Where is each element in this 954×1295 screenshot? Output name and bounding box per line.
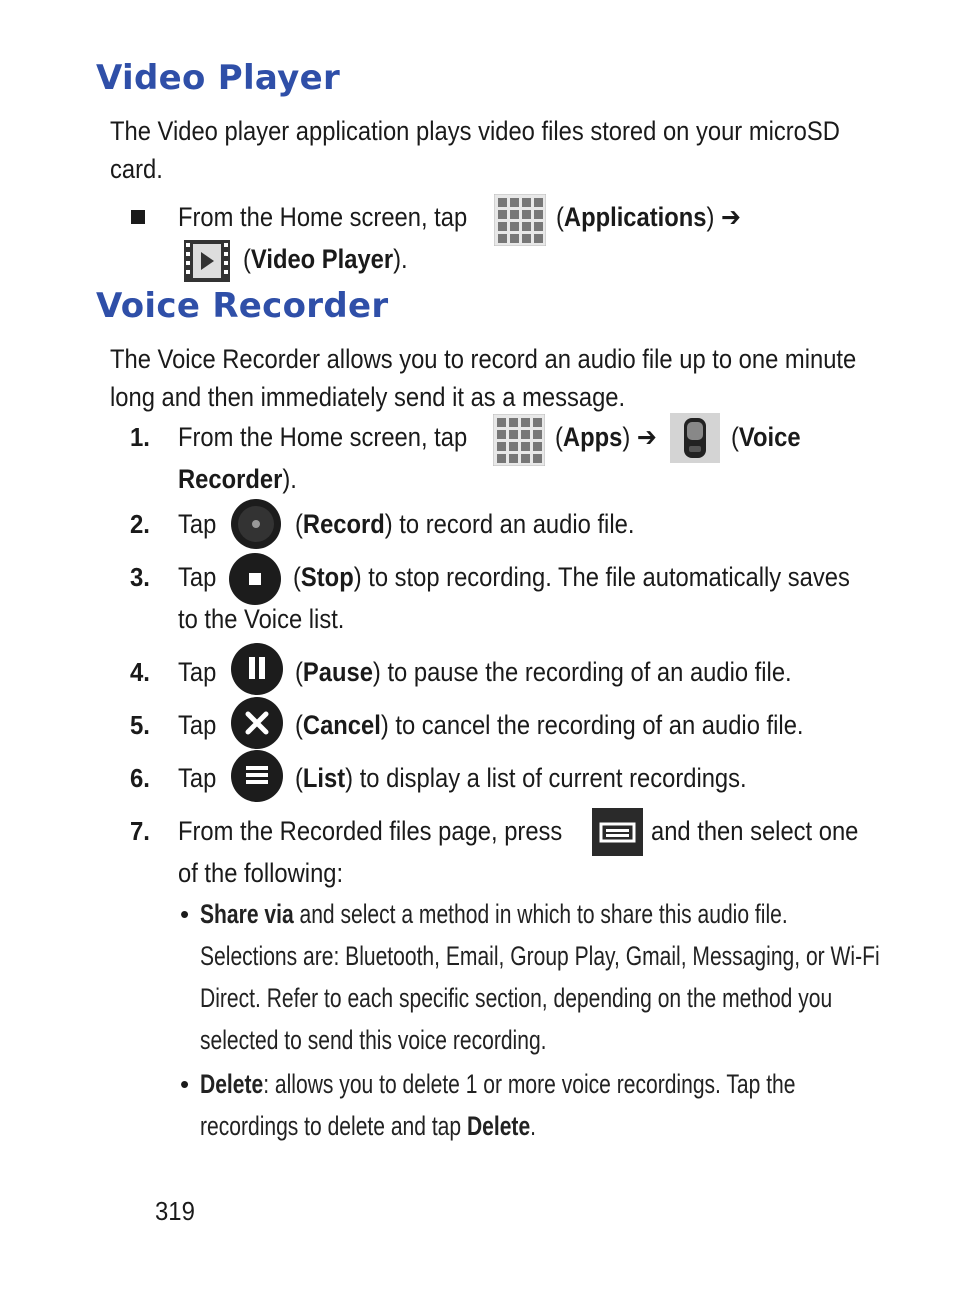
round-bullet: •: [180, 1069, 190, 1099]
apps-grid-icon: [494, 194, 546, 246]
step-3-text: ( Stop ) to stop recording. The file automatically saves: [293, 562, 850, 592]
step-1-text: From the Home screen, tap: [178, 422, 468, 452]
record-icon: [230, 498, 282, 550]
step-number: 5.: [130, 710, 150, 740]
option-share-via: Share via and select a method in which to share this audio file. Selections are: Bluetooth, Email, Group Play, Gmail, Messaging, or Wi-Fi Direct. Refer to each specific section, depending on the method you selected to send this voice recording.: [200, 899, 880, 1055]
step-2-text: ( Record ) to record an audio file.: [295, 509, 635, 539]
video-step-line-2: ( Video Player ).: [243, 244, 408, 274]
square-bullet: [131, 210, 145, 224]
list-icon: [230, 749, 284, 803]
video-step-apps-label: ( Applications ) ➔: [556, 202, 741, 232]
stop-icon: [228, 552, 282, 606]
pause-icon: [230, 642, 284, 696]
apps-grid-icon: [493, 414, 545, 466]
step-1-apps-label: ( Apps ) ➔: [555, 422, 657, 452]
step-2-tap: Tap: [178, 509, 217, 539]
menu-key-icon: [592, 808, 643, 856]
step-number: 6.: [130, 763, 150, 793]
step-number: 3.: [130, 562, 150, 592]
step-3-tap: Tap: [178, 562, 217, 592]
video-player-description: The Video player application plays video files stored on your microSD card.: [110, 116, 840, 184]
voice-recorder-description: The Voice Recorder allows you to record an audio file up to one minute long and then immediately send it as a message.: [110, 344, 857, 412]
step-7-text-before: From the Recorded files page, press: [178, 816, 563, 846]
step-4-tap: Tap: [178, 657, 217, 687]
step-7-text-after: and then select one: [651, 816, 859, 846]
cancel-icon: [230, 696, 284, 750]
step-1-line-2: Recorder ).: [178, 464, 297, 494]
step-5-text: ( Cancel ) to cancel the recording of an audio file.: [295, 710, 804, 740]
step-number: 2.: [130, 509, 150, 539]
section-title-video-player: Video Player: [96, 58, 341, 98]
option-delete: Delete: allows you to delete 1 or more voice recordings. Tap the recordings to delete and tap Delete.: [200, 1069, 796, 1141]
step-7-line-2: of the following:: [178, 858, 344, 888]
step-number: 4.: [130, 657, 150, 687]
step-6-text: ( List ) to display a list of current recordings.: [295, 763, 747, 793]
round-bullet: •: [180, 899, 190, 929]
step-3-line-2: to the Voice list.: [178, 604, 345, 634]
step-5-tap: Tap: [178, 710, 217, 740]
section-title-voice-recorder: Voice Recorder: [96, 286, 389, 326]
voice-recorder-icon: [670, 413, 720, 463]
step-number: 7.: [130, 816, 150, 846]
step-1-voice-label: ( Voice: [731, 422, 801, 452]
video-step-line-1: From the Home screen, tap: [178, 202, 468, 232]
video-player-icon: [184, 238, 230, 284]
step-number: 1.: [130, 422, 150, 452]
page-number: 319: [155, 1196, 195, 1226]
step-6-tap: Tap: [178, 763, 217, 793]
step-4-text: ( Pause ) to pause the recording of an audio file.: [295, 657, 792, 687]
